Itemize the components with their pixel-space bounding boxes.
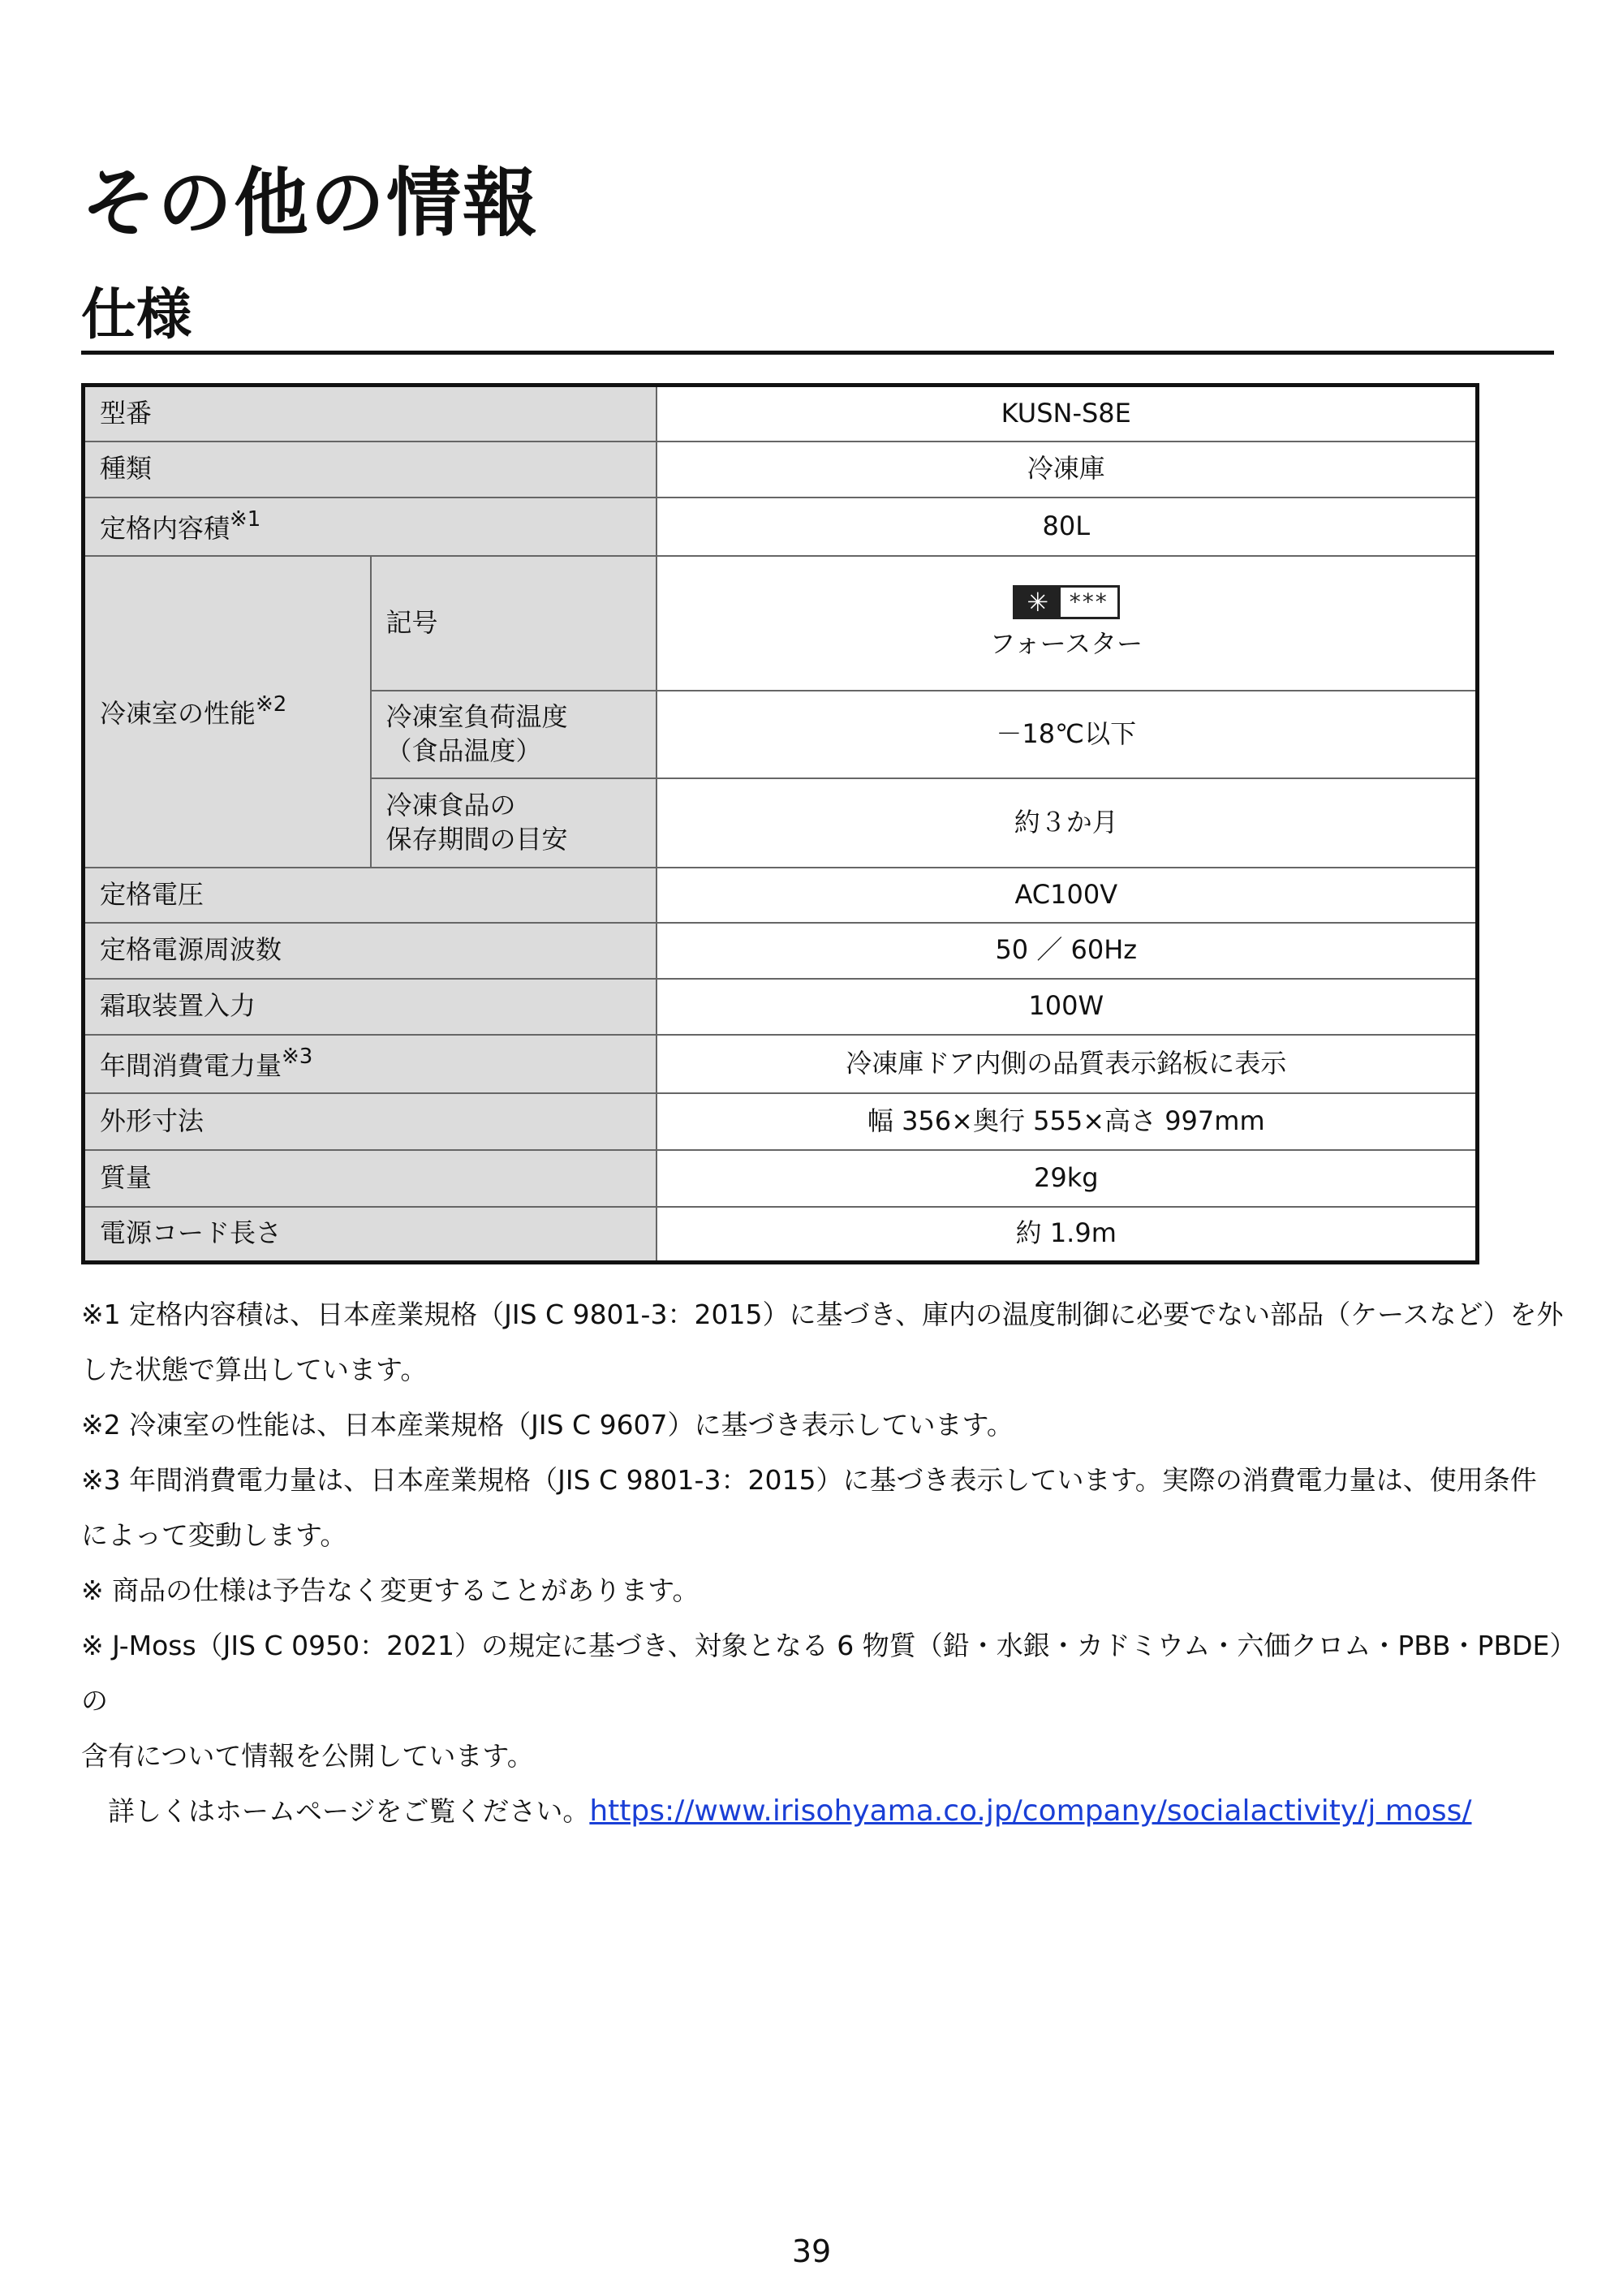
spec-value: 50 ／ 60Hz (657, 923, 1478, 979)
footnotes (81, 1287, 1566, 1839)
spec-value (657, 556, 1478, 691)
homepage-link[interactable]: https://www.irisohyama.co.jp/company/socialactivity/j moss/ (589, 1794, 1472, 1828)
table-row (84, 1035, 1478, 1093)
footnote-line: ※2 冷凍室の性能は、日本産業規格（JIS C 9607）に基づき表示しています。 (81, 1409, 1014, 1441)
spec-label: 電源コード長さ (84, 1207, 657, 1263)
footnote-line: ※3 年間消費電力量は、日本産業規格（JIS C 9801-3：2015）に基づき表示しています。実際の消費電力量は、使用条件 (81, 1464, 1537, 1496)
spec-label: 外形寸法 (84, 1093, 657, 1150)
table-row (84, 442, 1478, 498)
footnote-line: した状態で算出しています。 (81, 1354, 428, 1385)
table-row (84, 1207, 1478, 1263)
spec-value: 80L (657, 498, 1478, 556)
section-title: 仕様 (81, 283, 192, 347)
spec-value: 冷凍庫 (657, 442, 1478, 498)
spec-sublabel: 記号 (371, 556, 657, 691)
spec-label-text: 定格内容積 (100, 513, 230, 545)
spec-label: 定格電源周波数 (84, 923, 657, 979)
spec-value: 100W (657, 979, 1478, 1035)
page-title: その他の情報 (81, 160, 540, 247)
spec-sublabel (371, 691, 657, 778)
spec-table (81, 383, 1479, 1264)
footnote-line: 含有について情報を公開しています。 (81, 1740, 534, 1772)
label-line: 保存期間の目安 (385, 823, 568, 855)
spec-value: 約 1.9m (657, 1207, 1478, 1263)
label-line: （食品温度） (385, 734, 542, 766)
spec-label (84, 498, 657, 556)
table-row (84, 556, 1478, 691)
footnote-line: ※ J-Moss（JIS C 0950：2021）の規定に基づき、対象となる 6 物質（鉛・水銀・カドミウム・六価クロム・PBB・PBDE）の (81, 1630, 1563, 1717)
table-row (84, 1093, 1478, 1150)
spec-label: 型番 (84, 386, 657, 442)
spec-sublabel (371, 778, 657, 868)
spec-value: AC100V (657, 868, 1478, 923)
table-row (84, 386, 1478, 442)
footnote-line (81, 1784, 1566, 1839)
label-line: 冷凍室負荷温度 (385, 700, 568, 732)
table-row (84, 498, 1478, 556)
star-icon: ✳ (1015, 588, 1061, 617)
table-row (84, 979, 1478, 1035)
mark-label: フォースター (989, 627, 1143, 659)
spec-value: 幅 356×奥行 555×高さ 997mm (657, 1093, 1478, 1150)
spec-label: 種類 (84, 442, 657, 498)
table-row (84, 923, 1478, 979)
spec-label: 霜取装置入力 (84, 979, 657, 1035)
footnote-ref: ※2 (256, 692, 287, 717)
footnote-line: ※1 定格内容積は、日本産業規格（JIS C 9801-3：2015）に基づき、庫内の温度制御に必要でない部品（ケースなど）を外 (81, 1299, 1564, 1330)
footnote-text: 詳しくはホームページをご覧ください。 (81, 1795, 590, 1827)
footnote-ref: ※3 (282, 1045, 313, 1070)
label-line: 冷凍食品の (385, 789, 516, 821)
spec-value: 約３か月 (657, 778, 1478, 868)
spec-value: KUSN-S8E (657, 386, 1478, 442)
four-star-mark-icon (1013, 585, 1120, 619)
spec-value: －18℃以下 (657, 691, 1478, 778)
footnote-line: ※ 商品の仕様は予告なく変更することがあります。 (81, 1574, 700, 1606)
footnote-ref: ※1 (230, 507, 261, 532)
spec-value: 29kg (657, 1150, 1478, 1207)
spec-label-text: 冷凍室の性能 (100, 698, 256, 730)
footnote-line: によって変動します。 (81, 1519, 347, 1551)
spec-label: 質量 (84, 1150, 657, 1207)
spec-value: 冷凍庫ドア内側の品質表示銘板に表示 (657, 1035, 1478, 1093)
spec-label: 定格電圧 (84, 868, 657, 923)
spec-label (84, 1035, 657, 1093)
spec-label-text: 年間消費電力量 (100, 1050, 282, 1082)
table-row (84, 1150, 1478, 1207)
section-rule (81, 351, 1554, 355)
three-stars-icon: *** (1061, 588, 1117, 617)
table-row (84, 868, 1478, 923)
spec-label (84, 556, 371, 868)
page-number: 39 (791, 2234, 832, 2269)
